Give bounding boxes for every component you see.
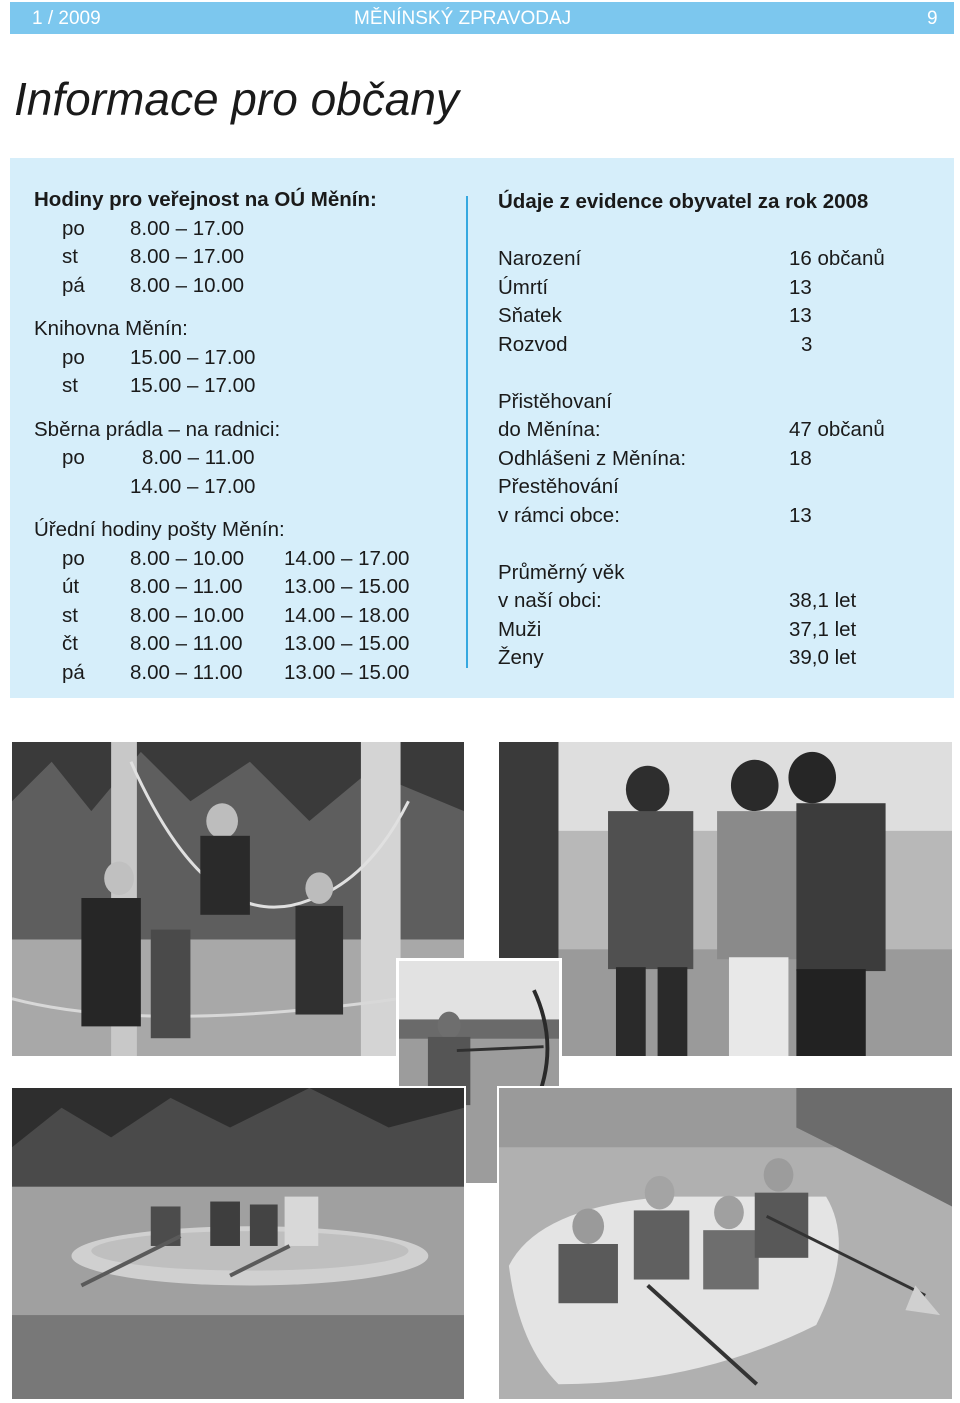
library-hours-row: po 15.00 – 17.00 bbox=[62, 345, 256, 369]
ou-hours-heading: Hodiny pro veřejnost na OÚ Měnín: bbox=[34, 188, 377, 211]
stat-row: do Měnína: 47 občanů bbox=[498, 418, 885, 441]
post-hours-row: út 8.00 – 11.00 13.00 – 15.00 bbox=[62, 575, 410, 598]
stat-row: Sňatek 13 bbox=[498, 304, 812, 327]
population-stats-column bbox=[498, 188, 938, 673]
library-heading: Knihovna Měnín: bbox=[34, 317, 188, 340]
stat-row: Muži 37,1 let bbox=[498, 617, 857, 641]
stat-row: Přistěhovaní bbox=[498, 389, 612, 413]
column-divider bbox=[466, 196, 468, 668]
ou-hours-row: st 8.00 – 17.00 bbox=[62, 245, 244, 268]
stats-heading: Údaje z evidence obyvatel za rok 2008 bbox=[498, 190, 869, 213]
post-hours-row: pá 8.00 – 11.00 13.00 – 15.00 bbox=[62, 660, 410, 684]
ou-hours-row: pá 8.00 – 10.00 bbox=[62, 273, 244, 297]
post-office-heading: Úřední hodiny pošty Měnín: bbox=[34, 518, 285, 541]
stat-row: Ženy 39,0 let bbox=[498, 646, 857, 669]
paintball-photo bbox=[497, 740, 954, 1058]
page-title: Informace pro občany bbox=[14, 73, 459, 125]
office-hours-column bbox=[34, 186, 454, 687]
rafting-photo-left bbox=[10, 1086, 466, 1401]
stat-row: v rámci obce: 13 bbox=[498, 503, 812, 527]
page-header bbox=[10, 2, 954, 34]
stat-row: Narození 16 občanů bbox=[498, 247, 885, 270]
laundry-heading: Sběrna prádla – na radnici: bbox=[34, 417, 281, 441]
stat-row: Průměrný věk bbox=[498, 560, 625, 584]
issue-number: 1 / 2009 bbox=[32, 8, 101, 29]
post-hours-row: čt 8.00 – 11.00 13.00 – 15.00 bbox=[62, 632, 410, 655]
laundry-hours-row: po 8.00 – 11.00 bbox=[62, 446, 255, 469]
ou-hours-row: po 8.00 – 17.00 bbox=[62, 216, 244, 240]
page-number: 9 bbox=[927, 8, 938, 29]
newsletter-title: MĚNÍNSKÝ ZPRAVODAJ bbox=[354, 8, 572, 29]
post-hours-row: po 8.00 – 10.00 14.00 – 17.00 bbox=[62, 546, 410, 570]
post-hours-row: st 8.00 – 10.00 14.00 – 18.00 bbox=[62, 603, 410, 627]
rafting-photo-right bbox=[497, 1086, 954, 1401]
stat-row: Úmrtí 13 bbox=[498, 275, 812, 299]
stat-row: v naší obci: 38,1 let bbox=[498, 589, 857, 612]
stat-row: Odhlášeni z Měnína: 18 bbox=[498, 446, 812, 470]
library-hours-row: st 15.00 – 17.00 bbox=[62, 374, 256, 397]
stat-row: Přestěhování bbox=[498, 475, 619, 498]
laundry-hours-row: 14.00 – 17.00 bbox=[130, 474, 256, 498]
stat-row: Rozvod 3 bbox=[498, 332, 813, 356]
